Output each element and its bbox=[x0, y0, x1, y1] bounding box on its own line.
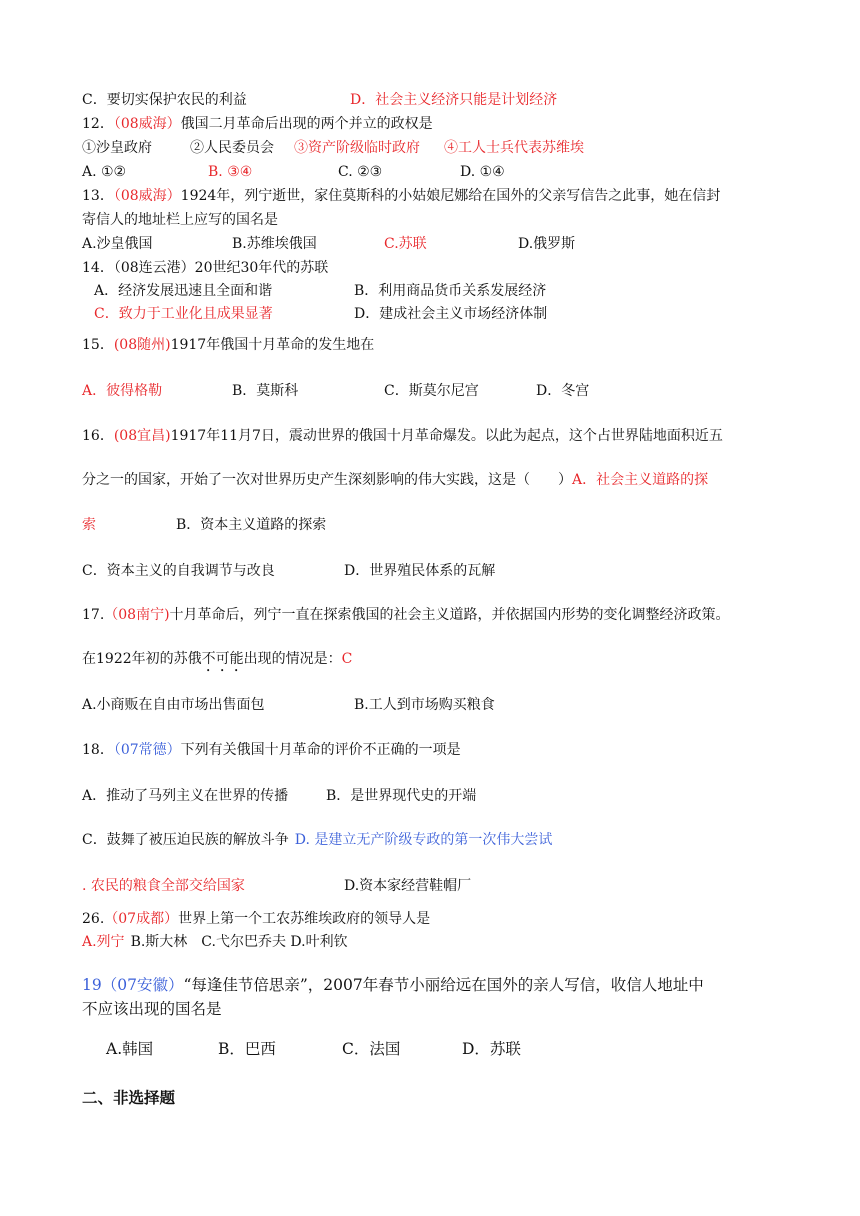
q18-stem bbox=[82, 740, 461, 760]
q12-item-1: ①沙皇政府 bbox=[82, 140, 152, 156]
q19-option-c: C．法国 bbox=[342, 1040, 401, 1058]
q13-option-d: D.俄罗斯 bbox=[518, 236, 576, 252]
q13-text: 1924年，列宁逝世，家住莫斯科的小姑娘尼娜给在国外的父亲写信告之此事，她在信封 bbox=[180, 188, 721, 204]
q13-stem-line2: 寄信人的地址栏上应写的国名是 bbox=[82, 212, 278, 228]
q14-source: （08连云港） bbox=[113, 260, 195, 276]
q16-stem-line2 bbox=[82, 470, 708, 490]
q14-option-b: B．利用商品货币关系发展经济 bbox=[354, 283, 547, 299]
q16-option-d: D．世界殖民体系的瓦解 bbox=[344, 563, 496, 579]
q18-option-a: A．推动了马列主义在世界的传播 bbox=[82, 788, 289, 804]
q26-source: （07成都） bbox=[104, 911, 179, 927]
q16-number: 16． bbox=[82, 428, 114, 444]
q17-number: 17. bbox=[82, 607, 105, 623]
q14-option-a: A．经济发展迅速且全面和谐 bbox=[94, 283, 273, 299]
q12-option-b: B. ③④ bbox=[208, 164, 253, 180]
q12-text: 俄国二月革命后出现的两个并立的政权是 bbox=[180, 116, 433, 132]
section-heading-non-choice: 二、非选择题 bbox=[82, 1088, 176, 1107]
q17-emphasis: 不可能 bbox=[201, 651, 244, 667]
q16-options-row-2 bbox=[82, 561, 496, 581]
q17-option-d: D.资本家经营鞋帽厂 bbox=[344, 878, 472, 894]
q12-item-2: ②人民委员会 bbox=[190, 140, 274, 156]
q15-number: 15． bbox=[82, 337, 114, 353]
q12-options-row bbox=[82, 162, 505, 182]
q18-number: 18． bbox=[82, 742, 114, 758]
q15-stem bbox=[82, 335, 374, 355]
q15-option-a: A．彼得格勒 bbox=[82, 383, 163, 399]
q13-source: （08威海） bbox=[113, 188, 181, 204]
q12-number: 12． bbox=[82, 116, 114, 132]
q14-option-c: C．致力于工业化且成果显著 bbox=[94, 306, 273, 322]
q17-answer: C bbox=[341, 651, 353, 667]
q18-option-d: D. 是建立无产阶级专政的第一次伟大尝试 bbox=[294, 832, 553, 848]
q14-number: 14． bbox=[82, 260, 114, 276]
q26-options-rest: B.斯大林 C.弋尔巴乔夫 D.叶利钦 bbox=[130, 934, 348, 950]
q17-source: （08南宁) bbox=[104, 607, 170, 623]
q13-options-row bbox=[82, 234, 576, 254]
q12-items-row bbox=[82, 138, 584, 158]
q17-stem-line2 bbox=[82, 649, 352, 675]
q13-number: 13． bbox=[82, 188, 114, 204]
q26-stem bbox=[82, 909, 430, 929]
q16-option-b: B．资本主义道路的探索 bbox=[176, 517, 327, 533]
q19-stem-line2: 不应该出现的国名是 bbox=[82, 1000, 222, 1018]
q17-text-2: 在1922年初的苏俄 bbox=[82, 651, 202, 667]
q15-option-c: C．斯莫尔尼宫 bbox=[384, 383, 479, 399]
q14-options-row-2 bbox=[94, 304, 548, 324]
q16-text: 1917年11月7日，震动世界的俄国十月革命爆发。以此为起点，这个占世界陆地面积近五 bbox=[170, 428, 723, 444]
q19-stem-line1 bbox=[82, 974, 704, 996]
q16-source: (08宜昌) bbox=[113, 428, 171, 444]
q19-options-row bbox=[106, 1038, 521, 1060]
q18-source: （07常德） bbox=[113, 742, 181, 758]
q17-option-a: A.小商贩在自由市场出售面包 bbox=[82, 697, 265, 713]
q12-stem bbox=[82, 114, 433, 134]
q19-option-d: D．苏联 bbox=[462, 1040, 521, 1058]
q15-source: (08随州) bbox=[113, 337, 171, 353]
q17-stem-line1 bbox=[82, 605, 730, 625]
q17-options-row bbox=[82, 695, 495, 715]
q12-source: （08威海） bbox=[113, 116, 181, 132]
q14-text: 20世纪30年代的苏联 bbox=[194, 260, 329, 276]
q17-text: 十月革命后，列宁一直在探索俄国的社会主义道路，并依据国内形势的变化调整经济政策。 bbox=[169, 607, 730, 623]
q14-option-d: D．建成社会主义市场经济体制 bbox=[354, 306, 548, 322]
q17-text-3: 出现的情况是： bbox=[243, 651, 342, 667]
q19-option-b: B．巴西 bbox=[218, 1040, 276, 1058]
q14-options-row-1 bbox=[94, 281, 547, 301]
q18-options-row-1 bbox=[82, 786, 477, 806]
q15-options-row bbox=[82, 381, 590, 401]
q13-option-c: C.苏联 bbox=[384, 236, 427, 252]
q16-option-c: C．资本主义的自我调节与改良 bbox=[82, 563, 275, 579]
q13-option-a: A.沙皇俄国 bbox=[82, 236, 153, 252]
q12-option-c: C. ②③ bbox=[338, 164, 383, 180]
q18-options-row-2 bbox=[82, 830, 552, 850]
q16-option-a-cont: 索 bbox=[82, 517, 96, 533]
q16-option-a: A．社会主义道路的探 bbox=[572, 472, 709, 488]
q26-text: 世界上第一个工农苏维埃政府的领导人是 bbox=[178, 911, 431, 927]
q17-option-c: . 农民的粮食全部交给国家 bbox=[82, 878, 245, 894]
q12-option-a: A. ①② bbox=[82, 164, 127, 180]
q18-option-b: B．是世界现代史的开端 bbox=[326, 788, 477, 804]
q26-options-row bbox=[82, 932, 348, 952]
q18-option-c: C．鼓舞了被压迫民族的解放斗争 bbox=[82, 832, 289, 848]
q11-option-c: C．要切实保护农民的利益 bbox=[82, 92, 247, 108]
q19-number-source: 19（07安徽） bbox=[82, 976, 184, 994]
q15-option-b: B．莫斯科 bbox=[232, 383, 299, 399]
q19-option-a: A.韩国 bbox=[106, 1040, 154, 1058]
q12-option-d: D. ①④ bbox=[460, 164, 505, 180]
q16-options-row-1 bbox=[82, 515, 327, 535]
q16-stem-line1 bbox=[82, 426, 723, 446]
q12-item-4: ④工人士兵代表苏维埃 bbox=[444, 140, 584, 156]
q16-text-2: 分之一的国家，开始了一次对世界历史产生深刻影响的伟大实践，这是（ ） bbox=[82, 472, 572, 488]
q18-text: 下列有关俄国十月革命的评价不正确的一项是 bbox=[180, 742, 461, 758]
q14-stem bbox=[82, 258, 328, 278]
q12-item-3: ③资产阶级临时政府 bbox=[294, 140, 420, 156]
q13-option-b: B.苏维埃俄国 bbox=[232, 236, 317, 252]
q15-option-d: D．冬宫 bbox=[536, 383, 590, 399]
q19-text: “每逢佳节倍思亲”，2007年春节小丽给远在国外的亲人写信，收信人地址中 bbox=[183, 976, 704, 994]
q11-option-d: D．社会主义经济只能是计划经济 bbox=[350, 92, 558, 108]
q17-options-row-2 bbox=[82, 876, 472, 896]
q13-stem-line1 bbox=[82, 186, 720, 206]
q15-text: 1917年俄国十月革命的发生地在 bbox=[170, 337, 375, 353]
q11-options-row bbox=[82, 90, 558, 110]
q26-option-a: A.列宁 bbox=[82, 934, 125, 950]
q26-number: 26. bbox=[82, 911, 105, 927]
q17-option-b: B.工人到市场购买粮食 bbox=[354, 697, 495, 713]
